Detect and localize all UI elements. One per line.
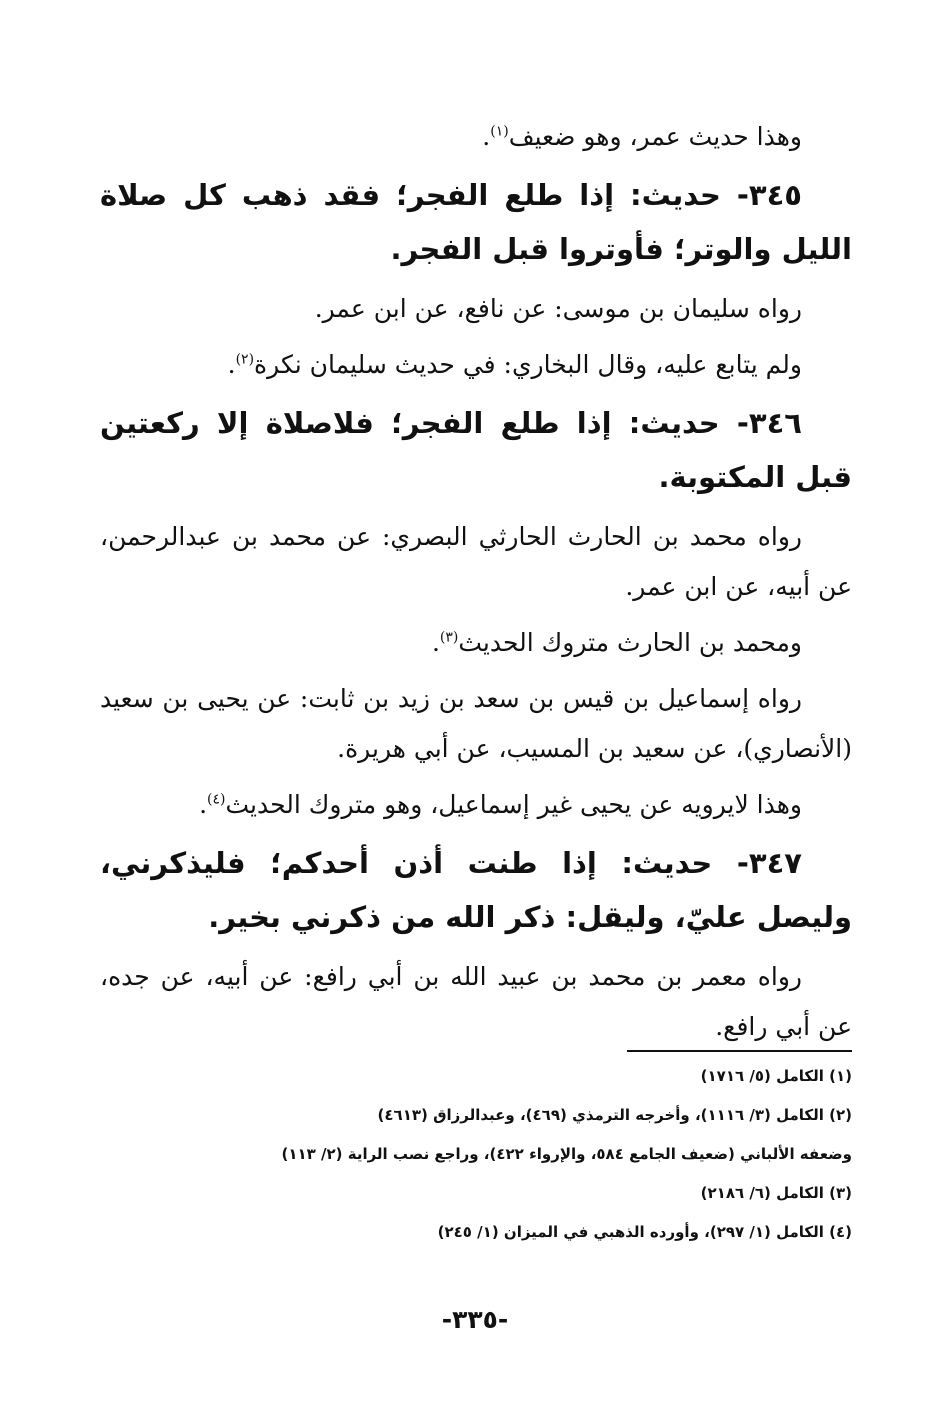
footnote-4: (٤) الكامل (١/ ٢٩٧)، وأورده الذهبي في الميزان (١/ ٢٤٥) — [437, 1223, 852, 1241]
footnote-1: (١) الكامل (٥/ ١٧١٦) — [700, 1067, 852, 1085]
paragraph: رواه إسماعيل بن قيس بن سعد بن زيد بن ثابت: عن يحيى بن سعيد (الأنصاري)، عن سعيد بن المسيب، عن أبي هريرة. — [100, 684, 852, 763]
footnotes-section — [100, 1050, 852, 1261]
footnote-ref[interactable]: (٢) — [235, 351, 255, 368]
paragraph: رواه سليمان بن موسى: عن نافع، عن ابن عمر. — [314, 294, 802, 323]
page-number: -٣٣٥- — [441, 1305, 509, 1334]
paragraph — [100, 780, 852, 830]
hadith-heading-346: ٣٤٦- حديث: إذا طلع الفجر؛ فلاصلاة إلا ركعتين قبل المكتوبة. — [100, 406, 852, 494]
footnote-ref[interactable]: (٤) — [207, 791, 226, 808]
paragraph-text: ولم يتابع عليه، وقال البخاري: في حديث سليمان نكرة — [254, 350, 802, 379]
footnote-3: (٣) الكامل (٦/ ٢١٨٦) — [700, 1184, 852, 1202]
footnote-2: (٢) الكامل (٣/ ١١١٦)، وأخرجه الترمذي (٤٦٩)، وعبدالرزاق (٤٦١٣) — [377, 1106, 852, 1124]
footnote-ref[interactable]: (١) — [490, 123, 509, 140]
paragraph — [100, 112, 852, 162]
footnote-ref[interactable]: (٣) — [439, 629, 459, 646]
paragraph-end: . — [482, 122, 491, 151]
paragraph-end: . — [199, 790, 208, 819]
footnote-divider — [627, 1050, 852, 1052]
hadith-heading-347: ٣٤٧- حديث: إذا طنت أذن أحدكم؛ فليذكرني، وليصل عليّ، وليقل: ذكر الله من ذكرني بخير. — [100, 846, 852, 934]
paragraph — [100, 618, 852, 668]
paragraph-end: . — [431, 628, 440, 657]
paragraph-text: ومحمد بن الحارث متروك الحديث — [458, 628, 802, 657]
hadith-heading-345: ٣٤٥- حديث: إذا طلع الفجر؛ فقد ذهب كل صلاة الليل والوتر؛ فأوتروا قبل الفجر. — [100, 178, 852, 266]
footnote-2-continued: وضعفه الألباني (ضعيف الجامع ٥٨٤، والإرواء ٤٢٢)، وراجع نصب الراية (٢/ ١١٣) — [281, 1145, 852, 1163]
paragraph-text: وهذا لايرويه عن يحيى غير إسماعيل، وهو متروك الحديث — [225, 790, 802, 819]
page-body — [100, 112, 852, 1058]
paragraph-end: . — [227, 350, 236, 379]
paragraph: رواه معمر بن محمد بن عبيد الله بن أبي رافع: عن أبيه، عن جده، عن أبي رافع. — [100, 962, 852, 1041]
paragraph: رواه محمد بن الحارث الحارثي البصري: عن محمد بن عبدالرحمن، عن أبيه، عن ابن عمر. — [100, 522, 852, 601]
paragraph-text: وهذا حديث عمر، وهو ضعيف — [508, 122, 802, 151]
paragraph — [100, 340, 852, 390]
